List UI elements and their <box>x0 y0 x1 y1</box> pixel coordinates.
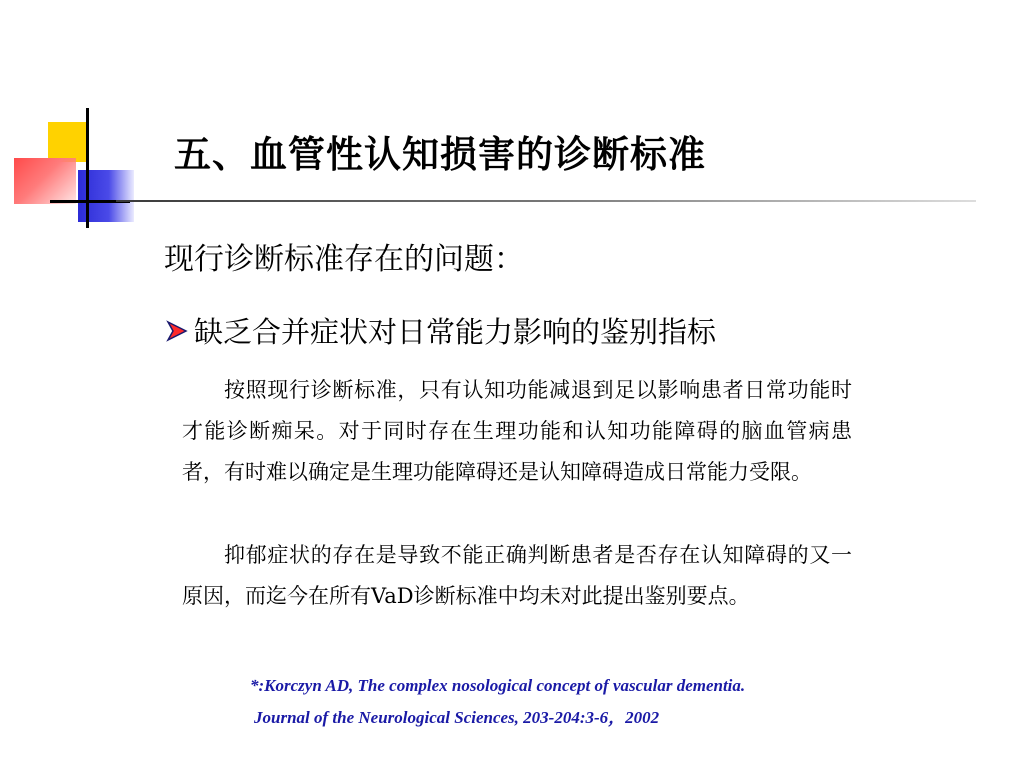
paragraph-2: 抑郁症状的存在是导致不能正确判断患者是否存在认知障碍的又一原因，而迄今在所有VaD诊断标准中均未对此提出鉴别要点。 <box>182 543 852 608</box>
arrow-bullet-icon <box>164 318 190 344</box>
reference-line-2: Journal of the Neurological Sciences, 203-204:3-6，2002 <box>254 708 660 727</box>
vertical-line <box>86 108 89 228</box>
slide-title: 五、血管性认知损害的诊断标准 <box>174 133 706 176</box>
title-underline-rule <box>116 200 976 202</box>
slide-subtitle: 现行诊断标准存在的问题： <box>164 242 524 277</box>
bullet-item <box>164 310 716 351</box>
red-square <box>14 158 76 204</box>
decorative-logo-blocks <box>0 0 200 240</box>
bullet-text: 缺乏合并症状对日常能力影响的鉴别指标 <box>194 315 717 349</box>
yellow-square <box>48 122 88 162</box>
reference-line-1: *:Korczyn AD, The complex nosological concept of vascular dementia. <box>250 676 746 695</box>
paragraph-1: 按照现行诊断标准，只有认知功能减退到足以影响患者日常功能时才能诊断痴呆。对于同时存在生理功能和认知功能障碍的脑血管病患者，有时难以确定是生理功能障碍还是认知障碍造成日常能力受限。 <box>182 378 852 484</box>
